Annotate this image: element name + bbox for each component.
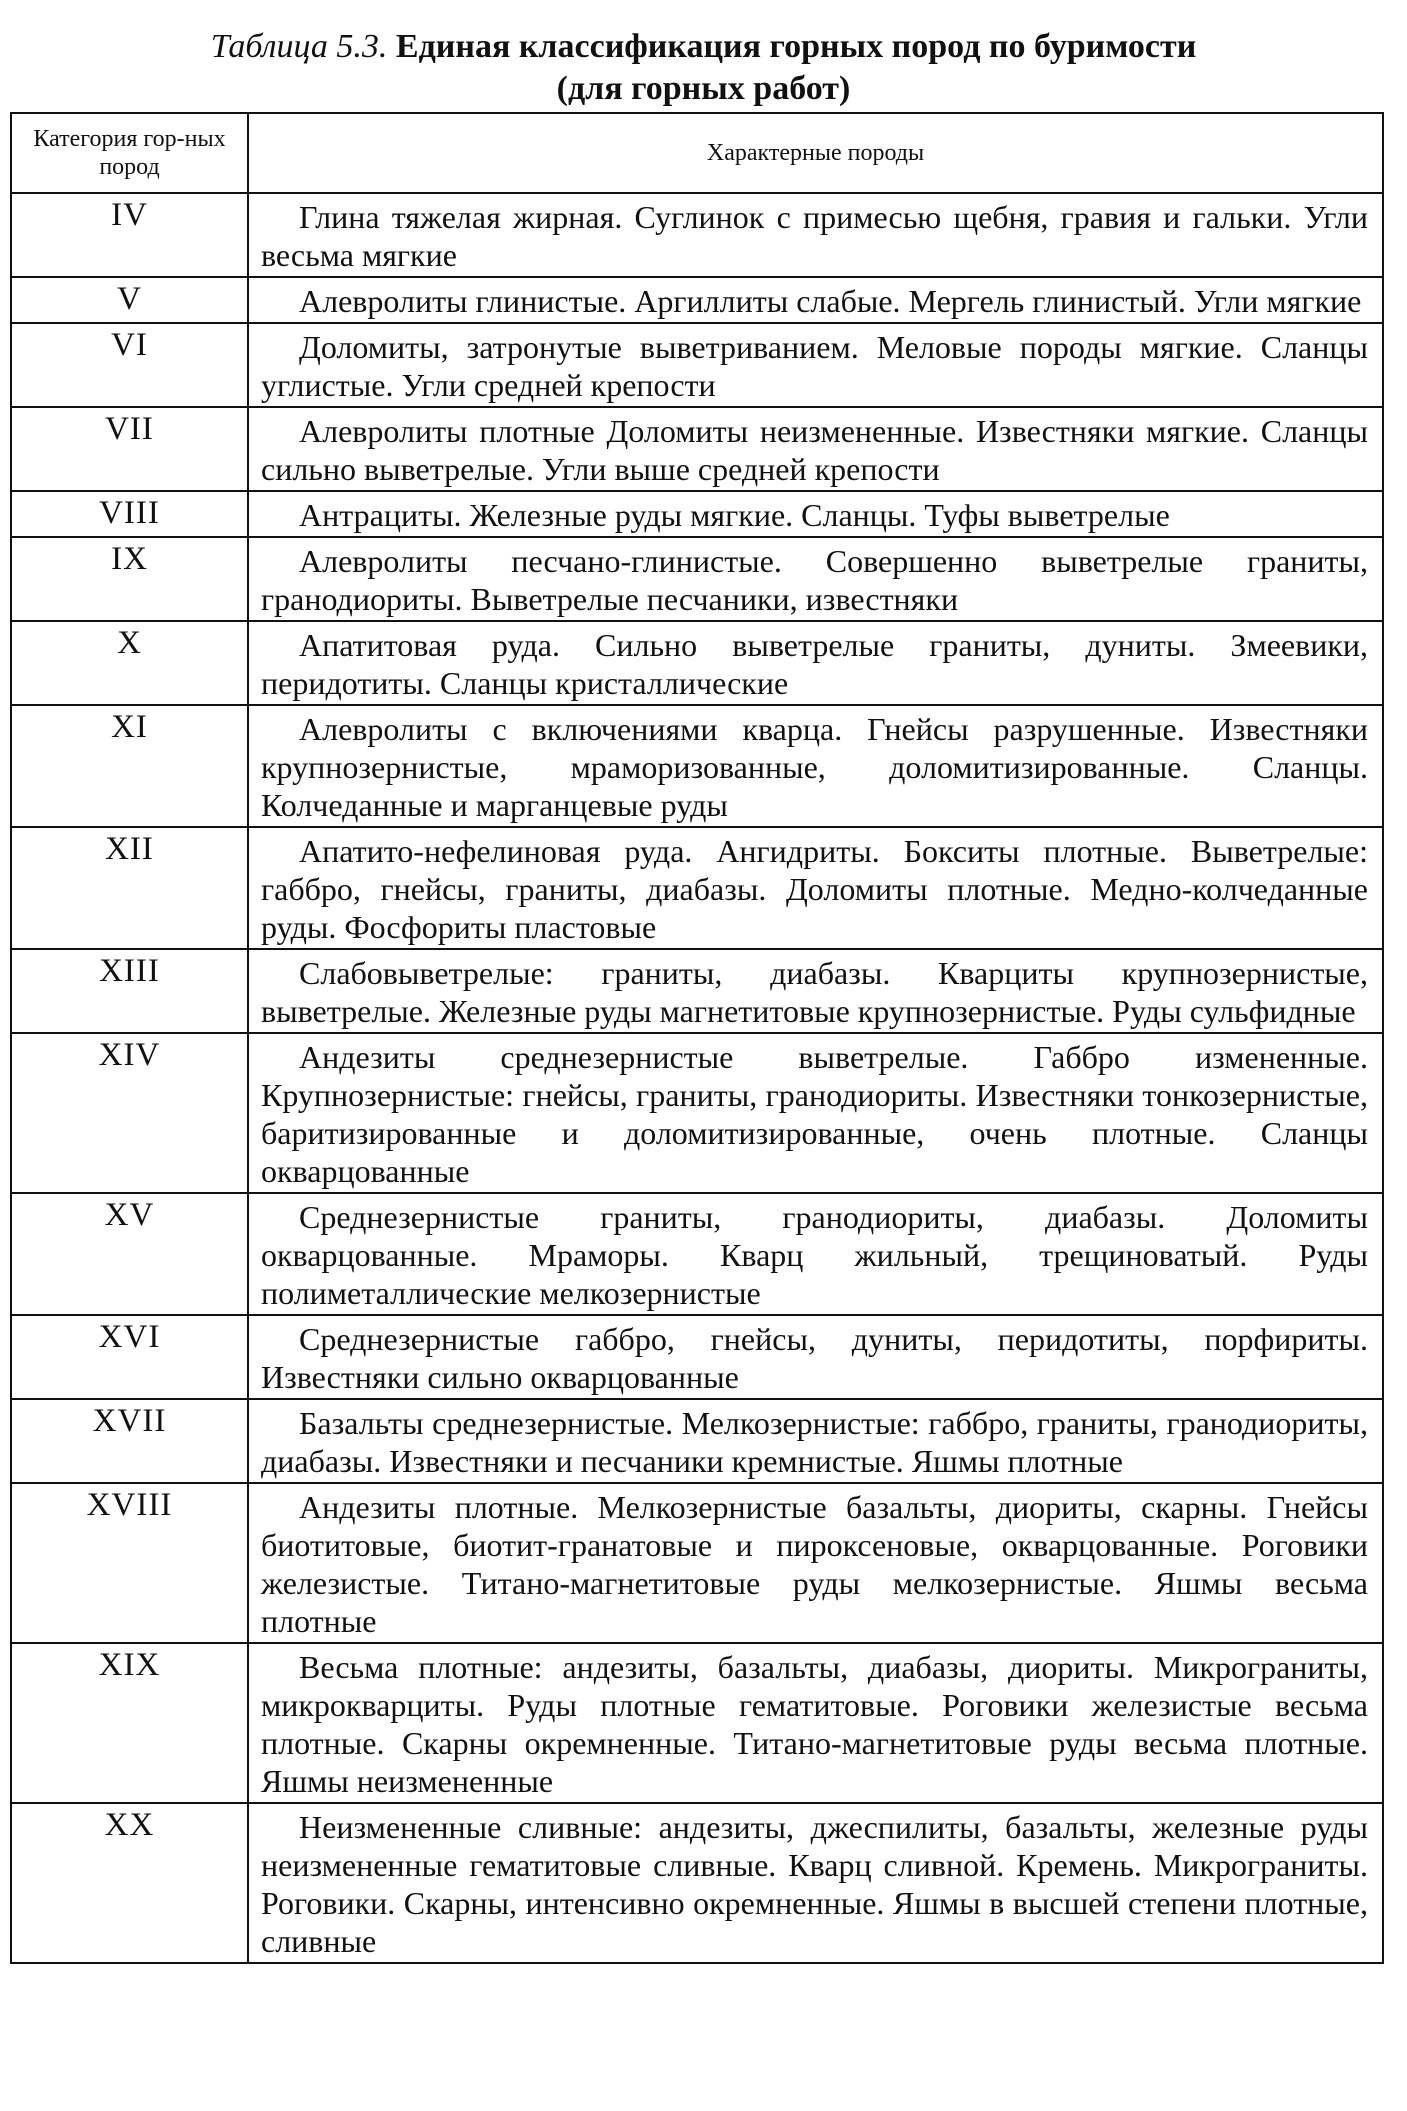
category-cell: XIII	[11, 949, 248, 1033]
rocks-cell: Глина тяжелая жирная. Суглинок с примесью щебня, гравия и гальки. Угли весьма мягкие	[248, 193, 1383, 277]
table-row	[11, 949, 1383, 1033]
rocks-cell: Алевролиты песчано-глинистые. Совершенно выветрелые граниты, гранодиориты. Выветрелые песчаники, известняки	[248, 537, 1383, 621]
category-cell: XX	[11, 1803, 248, 1963]
caption-line-1	[0, 26, 1407, 68]
category-cell: XVI	[11, 1315, 248, 1399]
caption-subtitle: (для горных работ)	[556, 70, 851, 107]
category-cell: X	[11, 621, 248, 705]
rocks-cell: Базальты среднезернистые. Мелкозернистые: габбро, граниты, гранодиориты, диабазы. Известняки и песчаники кремнистые. Яшмы плотные	[248, 1399, 1383, 1483]
table-row	[11, 323, 1383, 407]
header-rocks: Характерные породы	[248, 113, 1383, 193]
category-cell: XVII	[11, 1399, 248, 1483]
rocks-cell: Апатито-нефелиновая руда. Ангидриты. Бокситы плотные. Выветрелые: габбро, гнейсы, граниты, диабазы. Доломиты плотные. Медно-колчеданные руды. Фосфориты пластовые	[248, 827, 1383, 949]
category-cell: XV	[11, 1193, 248, 1315]
category-cell: IV	[11, 193, 248, 277]
table-row	[11, 1033, 1383, 1193]
caption-label: Таблица 5.3.	[210, 28, 388, 65]
category-cell: XII	[11, 827, 248, 949]
classification-table-wrap	[10, 112, 1382, 1964]
table-row	[11, 407, 1383, 491]
rocks-cell: Андезиты среднезернистые выветрелые. Габбро измененные. Крупнозернистые: гнейсы, граниты, гранодиориты. Известняки тонкозернистые, баритизированные и доломитизированные, очень плотные. Сланцы окварцованные	[248, 1033, 1383, 1193]
table-row	[11, 1643, 1383, 1803]
caption-title: Единая классификация горных пород по буримости	[395, 28, 1197, 65]
rocks-cell: Доломиты, затронутые выветриванием. Меловые породы мягкие. Сланцы углистые. Угли средней крепости	[248, 323, 1383, 407]
rocks-cell: Среднезернистые граниты, гранодиориты, диабазы. Доломиты окварцованные. Мраморы. Кварц жильный, трещиноватый. Руды полиметаллические мелкозернистые	[248, 1193, 1383, 1315]
category-cell: V	[11, 277, 248, 323]
table-header-row	[11, 113, 1383, 193]
rocks-cell: Алевролиты глинистые. Аргиллиты слабые. Мергель глинистый. Угли мягкие	[248, 277, 1383, 323]
category-cell: IX	[11, 537, 248, 621]
table-caption	[0, 26, 1407, 110]
table-row	[11, 193, 1383, 277]
table-row	[11, 1803, 1383, 1963]
table-row	[11, 491, 1383, 537]
rocks-cell: Слабовыветрелые: граниты, диабазы. Кварциты крупнозернистые, выветрелые. Железные руды магнетитовые крупнозернистые. Руды сульфидные	[248, 949, 1383, 1033]
rocks-cell: Андезиты плотные. Мелкозернистые базальты, диориты, скарны. Гнейсы биотитовые, биотит-гранатовые и пироксеновые, окварцованные. Роговики железистые. Титано-магнетитовые руды мелкозернистые. Яшмы весьма плотные	[248, 1483, 1383, 1643]
rocks-cell: Неизмененные сливные: андезиты, джеспилиты, базальты, железные руды неизмененные гематитовые сливные. Кварц сливной. Кремень. Микрограниты. Роговики. Скарны, интенсивно окремненные. Яшмы в высшей степени плотные, сливные	[248, 1803, 1383, 1963]
rocks-cell: Весьма плотные: андезиты, базальты, диабазы, диориты. Микрограниты, микрокварциты. Руды плотные гематитовые. Роговики железистые весьма плотные. Скарны окремненные. Титано-магнетитовые руды весьма плотные. Яшмы неизмененные	[248, 1643, 1383, 1803]
category-cell: VIII	[11, 491, 248, 537]
category-cell: VI	[11, 323, 248, 407]
rocks-cell: Антрациты. Железные руды мягкие. Сланцы. Туфы выветрелые	[248, 491, 1383, 537]
category-cell: XIX	[11, 1643, 248, 1803]
table-row	[11, 705, 1383, 827]
table-row	[11, 1483, 1383, 1643]
rocks-cell: Алевролиты с включениями кварца. Гнейсы разрушенные. Известняки крупнозернистые, мраморизованные, доломитизированные. Сланцы. Колчеданные и марганцевые руды	[248, 705, 1383, 827]
table-row	[11, 621, 1383, 705]
table-row	[11, 1315, 1383, 1399]
category-cell: XI	[11, 705, 248, 827]
category-cell: XVIII	[11, 1483, 248, 1643]
table-body	[11, 193, 1383, 1963]
table-row	[11, 1399, 1383, 1483]
category-cell: XIV	[11, 1033, 248, 1193]
table-row	[11, 827, 1383, 949]
header-category: Категория гор-ных пород	[11, 113, 248, 193]
category-cell: VII	[11, 407, 248, 491]
rocks-cell: Апатитовая руда. Сильно выветрелые граниты, дуниты. Змеевики, перидотиты. Сланцы кристаллические	[248, 621, 1383, 705]
table-row	[11, 277, 1383, 323]
rocks-cell: Алевролиты плотные Доломиты неизмененные. Известняки мягкие. Сланцы сильно выветрелые. Угли выше средней крепости	[248, 407, 1383, 491]
classification-table	[10, 112, 1384, 1964]
rocks-cell: Среднезернистые габбро, гнейсы, дуниты, перидотиты, порфириты. Известняки сильно окварцованные	[248, 1315, 1383, 1399]
table-row	[11, 537, 1383, 621]
table-row	[11, 1193, 1383, 1315]
